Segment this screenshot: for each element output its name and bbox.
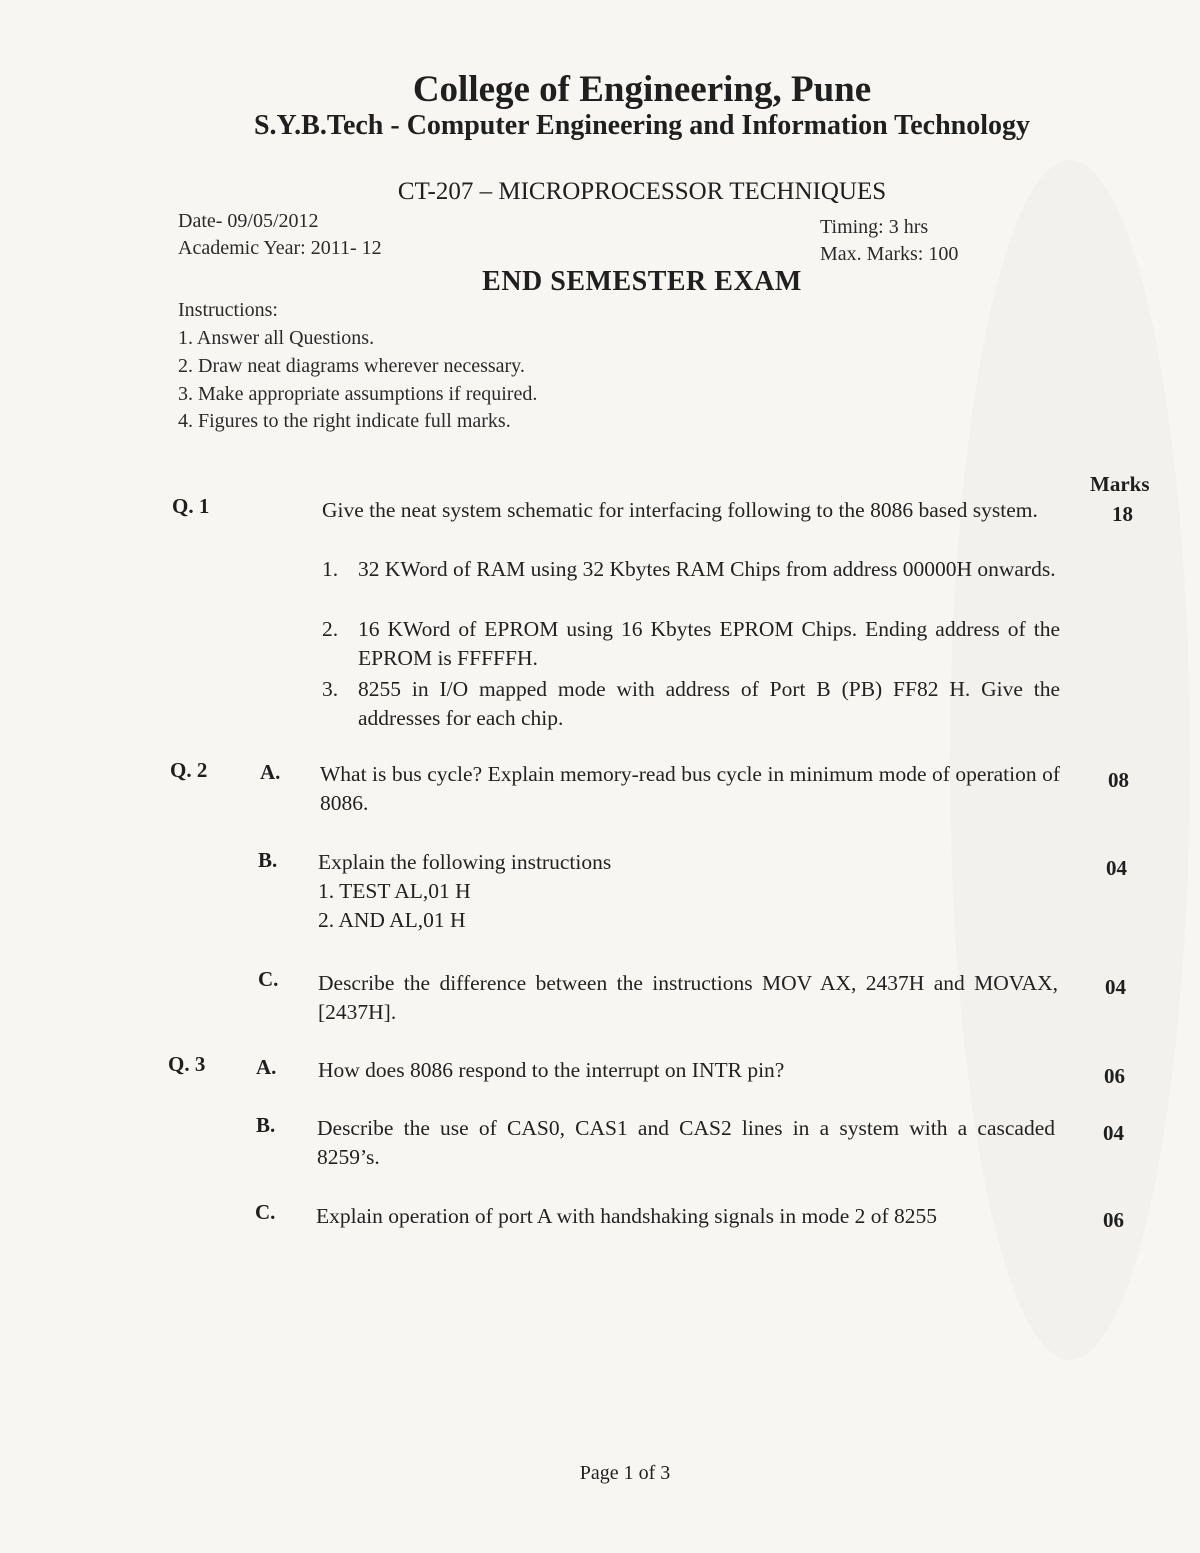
exam-date: Date- 09/05/2012 bbox=[178, 210, 319, 232]
item-text: 8255 in I/O mapped mode with address of Port B (PB) FF82 H. Give the addresses for each chip. bbox=[358, 677, 1060, 730]
question-2c-text: Describe the difference between the instructions MOV AX, 2437H and MOVAX, [2437H]. bbox=[318, 971, 1058, 1024]
question-2b-text: Explain the following instructions bbox=[318, 850, 612, 874]
course-title: CT-207 – MICROPROCESSOR TECHNIQUES bbox=[397, 178, 887, 205]
question-1-item bbox=[322, 615, 1060, 673]
question-2b-label: B. bbox=[258, 848, 278, 872]
college-name: College of Engineering, Pune bbox=[412, 69, 872, 110]
instruction-item: 2. Draw neat diagrams wherever necessary. bbox=[178, 355, 525, 377]
question-3b-label: B. bbox=[256, 1113, 276, 1137]
question-2a-label: A. bbox=[260, 760, 281, 784]
question-2c-marks: 04 bbox=[1105, 975, 1126, 999]
question-1-marks: 18 bbox=[1112, 502, 1133, 526]
question-2b-line-1: 1. TEST AL,01 H bbox=[318, 879, 471, 903]
instruction-item: 1. Answer all Questions. bbox=[178, 327, 375, 349]
item-number: 2. bbox=[322, 617, 339, 641]
question-3c-label: C. bbox=[255, 1200, 276, 1224]
item-number: 1. bbox=[322, 557, 339, 581]
academic-year: Academic Year: 2011- 12 bbox=[178, 237, 382, 259]
question-2b-line-2: 2. AND AL,01 H bbox=[318, 908, 466, 932]
question-3a-text: How does 8086 respond to the interrupt on INTR pin? bbox=[318, 1058, 785, 1082]
question-2c-label: C. bbox=[258, 967, 279, 991]
question-2-number: Q. 2 bbox=[170, 758, 208, 782]
max-marks: Max. Marks: 100 bbox=[820, 243, 959, 265]
question-3a-marks: 06 bbox=[1104, 1064, 1125, 1088]
question-3b-text: Describe the use of CAS0, CAS1 and CAS2 lines in a system with a cascaded 8259’s. bbox=[317, 1116, 1055, 1169]
program-name: S.Y.B.Tech - Computer Engineering and Information Technology bbox=[253, 110, 1031, 141]
question-3c-marks: 06 bbox=[1103, 1208, 1124, 1232]
instruction-item: 4. Figures to the right indicate full marks. bbox=[178, 410, 511, 432]
item-number: 3. bbox=[322, 677, 339, 701]
question-3-number: Q. 3 bbox=[168, 1052, 206, 1076]
question-2b-marks: 04 bbox=[1106, 856, 1127, 880]
question-2a-marks: 08 bbox=[1108, 768, 1129, 792]
page-number: Page 1 of 3 bbox=[579, 1462, 671, 1484]
question-1-number: Q. 1 bbox=[172, 494, 210, 518]
item-text: 32 KWord of RAM using 32 Kbytes RAM Chips from address 00000H onwards. bbox=[358, 557, 1056, 581]
question-1-item bbox=[322, 675, 1060, 733]
question-2a-text: What is bus cycle? Explain memory-read bus cycle in minimum mode of operation of 8086. bbox=[320, 762, 1060, 815]
exam-timing: Timing: 3 hrs bbox=[820, 216, 929, 238]
question-1-text: Give the neat system schematic for interfacing following to the 8086 based system. bbox=[322, 498, 1038, 522]
marks-column-header: Marks bbox=[1090, 472, 1150, 496]
question-1-item bbox=[322, 555, 1060, 584]
question-3a-label: A. bbox=[256, 1055, 277, 1079]
question-3b-marks: 04 bbox=[1103, 1121, 1124, 1145]
instructions-heading: Instructions: bbox=[178, 299, 278, 321]
item-text: 16 KWord of EPROM using 16 Kbytes EPROM Chips. Ending address of the EPROM is FFFFFH. bbox=[358, 617, 1060, 670]
question-3c-text: Explain operation of port A with handshaking signals in mode 2 of 8255 bbox=[316, 1204, 938, 1228]
instruction-item: 3. Make appropriate assumptions if required. bbox=[178, 383, 538, 405]
exam-title: END SEMESTER EXAM bbox=[482, 266, 802, 297]
